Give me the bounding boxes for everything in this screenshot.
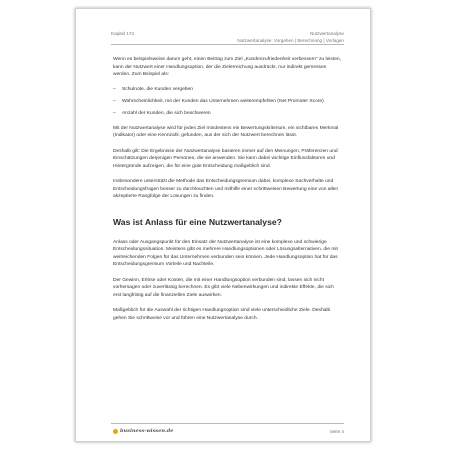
logo-text: business-wissen.de — [120, 428, 174, 434]
dash-marker: – — [113, 110, 116, 116]
list-item-text: Anzahl der Kunden, die sich beschweren — [122, 110, 211, 116]
paragraph: Mit der Nutzwertanalyse wird für jedes Ziel mindestens ein Bewertungskriterium, ein sichtbares Merkmal (Indikator) oder eine Kennzahl, gefunden, aus der sich der Nutzwert berechnen lässt. — [113, 125, 339, 139]
header-chapter: Kapitel 174 — [111, 31, 134, 36]
header-subtitle: Nutzwertanalyse: Vorgehen | Berechnung | Vorlagen — [237, 38, 344, 43]
paragraph: Maßgeblich für die Auswahl der richtigen Handlungsoption sind viele unterschiedliche Ziele. Deshalb gehen Sie schrittweise vor und führen eine Nutzwertanalyse durch. — [113, 308, 331, 321]
list-item-text: Wahrscheinlichkeit, mit der Kunden das Unternehmen weiterempfehlen (Net Promoter Score) — [122, 98, 324, 104]
paragraph: Insbesondere unterstützt die Methode das Entscheidungsgremium dabei, komplexe Sachverhalte und Entscheidungsfragen besser zu durchleuchten und mithilfe einer schrittweisen Bewertung eine von allen akzeptierte Rangfolge der Lösungen zu finden. — [113, 178, 339, 200]
paragraph: Der Gewinn, Erlöse oder Kosten, die mit einer Handlungsoption verbunden sind, lassen sich nicht vorhersagen oder zuverlässig berechnen. Es gibt viele Nebenwirkungen und indirekte Effekte, die sich erst langfristig auf die finanziellen Ziele auswirken. — [113, 277, 334, 298]
dash-marker: – — [113, 98, 116, 104]
paragraph: Anlass oder Ausgangspunkt für den Einsatz der Nutzwertanalyse ist eine komplexe und schwierige Entscheidungssituation. Meistens gibt es mehrere Handlungsoptionen oder Lösungsalternativen, die mit weitreichenden Folgen für das Unternehmen verbunden sein können. Jede Handlungsoption hat für das Entscheidungsgremium Vorteile und Nachteile. — [113, 239, 338, 268]
header-title: Nutzwertanalyse — [310, 31, 344, 36]
list-item — [113, 110, 341, 118]
section-heading: Was ist Anlass für eine Nutzwertanalyse? — [113, 216, 282, 227]
footer-divider — [111, 423, 344, 424]
page-number: Seite 4 — [329, 429, 344, 434]
list-item-text: Schulnote, die Kunden vergeben — [122, 87, 193, 93]
logo-dot-icon — [113, 429, 118, 434]
example-list — [113, 86, 341, 117]
header-divider — [111, 44, 344, 45]
intro-paragraph: Wenn es beispielsweise darum geht, einen Beitrag zum Ziel „Kundenzufriedenheit verbessern“ zu leisten, kann der Nutzwert einer Handlungsoption, der die Zielerreichung ausdrückt, nur indirekt gemessen werden. Zum Beispiel als: — [113, 57, 341, 78]
page-content — [113, 56, 341, 330]
dash-marker: – — [113, 87, 116, 93]
list-item — [113, 86, 341, 94]
brand-logo — [113, 428, 173, 434]
paragraph: Deshalb gilt: Die Ergebnisse der Nutzwertanalyse basieren immer auf den Meinungen, Präferenzen und Einschätzungen derjenigen Personen, die sie anwenden. Sie kann dabei wichtige Einflussfaktoren und Hintergründe aufzeigen, die für eine gute Entscheidung maßgeblich sind. — [113, 148, 338, 169]
document-page — [75, 8, 371, 442]
list-item — [113, 98, 341, 106]
